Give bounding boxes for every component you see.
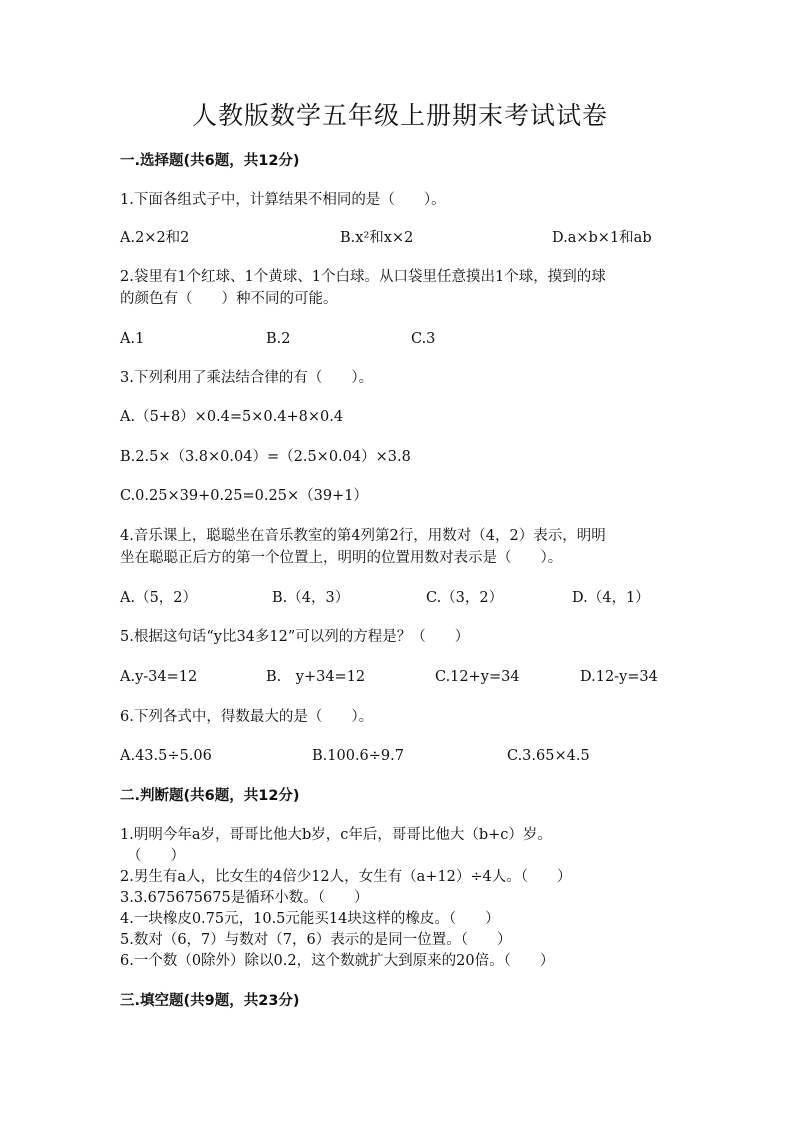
question-5-option-c: C.12+y=34 [435,669,520,685]
question-5-option-a: A.y-34=12 [120,669,198,685]
judgment-item-4: 4.一块橡皮0.75元，10.5元能买14块这样的橡皮。（ ） [120,911,500,927]
question-4-option-b: B.（4，3） [272,590,350,606]
question-6-option-a: A.43.5÷5.06 [120,748,212,764]
question-4-option-c: C.（3，2） [426,590,504,606]
judgment-item-1: 1.明明今年a岁，哥哥比他大b岁，c年后，哥哥比他大（b+c）岁。 [120,827,552,843]
question-1-option-b: B.x²和x×2 [340,230,414,246]
question-2-stem-line2: 的颜色有（ ）种不同的可能。 [120,291,338,307]
judgment-item-6: 6.一个数（0除外）除以0.2，这个数就扩大到原来的20倍。（ ） [120,953,555,969]
question-6-option-c: C.3.65×4.5 [507,748,590,764]
question-2-option-c: C.3 [411,331,436,347]
question-5-option-d: D.12-y=34 [580,669,658,685]
judgment-item-5: 5.数对（6，7）与数对（7，6）表示的是同一位置。（ ） [120,932,512,948]
question-4-option-a: A.（5，2） [120,590,198,606]
question-2-stem-line1: 2.袋里有1个红球、1个黄球、1个白球。从口袋里任意摸出1个球，摸到的球 [120,269,606,285]
question-4-stem-line1: 4.音乐课上，聪聪坐在音乐教室的第4列第2行，用数对（4，2）表示，明明 [120,528,606,544]
section-heading-fill-blank: 三.填空题(共9题，共23分) [120,993,300,1009]
question-1-option-a: A.2×2和2 [120,230,190,246]
question-1-option-d: D.a×b×1和ab [552,230,652,246]
judgment-item-1-answer: （ ） [127,848,185,864]
question-4-option-d: D.（4，1） [572,590,650,606]
section-heading-choice: 一.选择题(共6题，共12分) [120,153,300,169]
question-2-option-b: B.2 [266,331,291,347]
judgment-item-3: 3.3.675675675是循环小数。（ ） [120,890,369,906]
page-title: 人教版数学五年级上册期末考试试卷 [191,101,608,130]
judgment-item-2: 2.男生有a人，比女生的4倍少12人，女生有（a+12）÷4人。（ ） [120,869,572,885]
question-6-stem: 6.下列各式中，得数最大的是（ ）。 [120,709,374,725]
question-5-stem: 5.根据这句话“y比34多12”可以列的方程是？（ ） [120,629,470,645]
question-2-option-a: A.1 [120,331,145,347]
question-3-option-b: B.2.5×（3.8×0.04）=（2.5×0.04）×3.8 [120,449,411,465]
question-1-stem: 1.下面各组式子中，计算结果不相同的是（ ）。 [120,192,446,208]
question-4-stem-line2: 坐在聪聪正后方的第一个位置上，明明的位置用数对表示是（ ）。 [120,550,563,566]
question-3-option-c: C.0.25×39+0.25=0.25×（39+1） [120,488,368,504]
question-3-stem: 3.下列利用了乘法结合律的有（ ）。 [120,370,374,386]
section-heading-judgment: 二.判断题(共6题，共12分) [120,788,300,804]
question-5-option-b: B. y+34=12 [266,669,366,685]
question-3-option-a: A.（5+8）×0.4=5×0.4+8×0.4 [120,409,344,425]
question-6-option-b: B.100.6÷9.7 [312,748,404,764]
